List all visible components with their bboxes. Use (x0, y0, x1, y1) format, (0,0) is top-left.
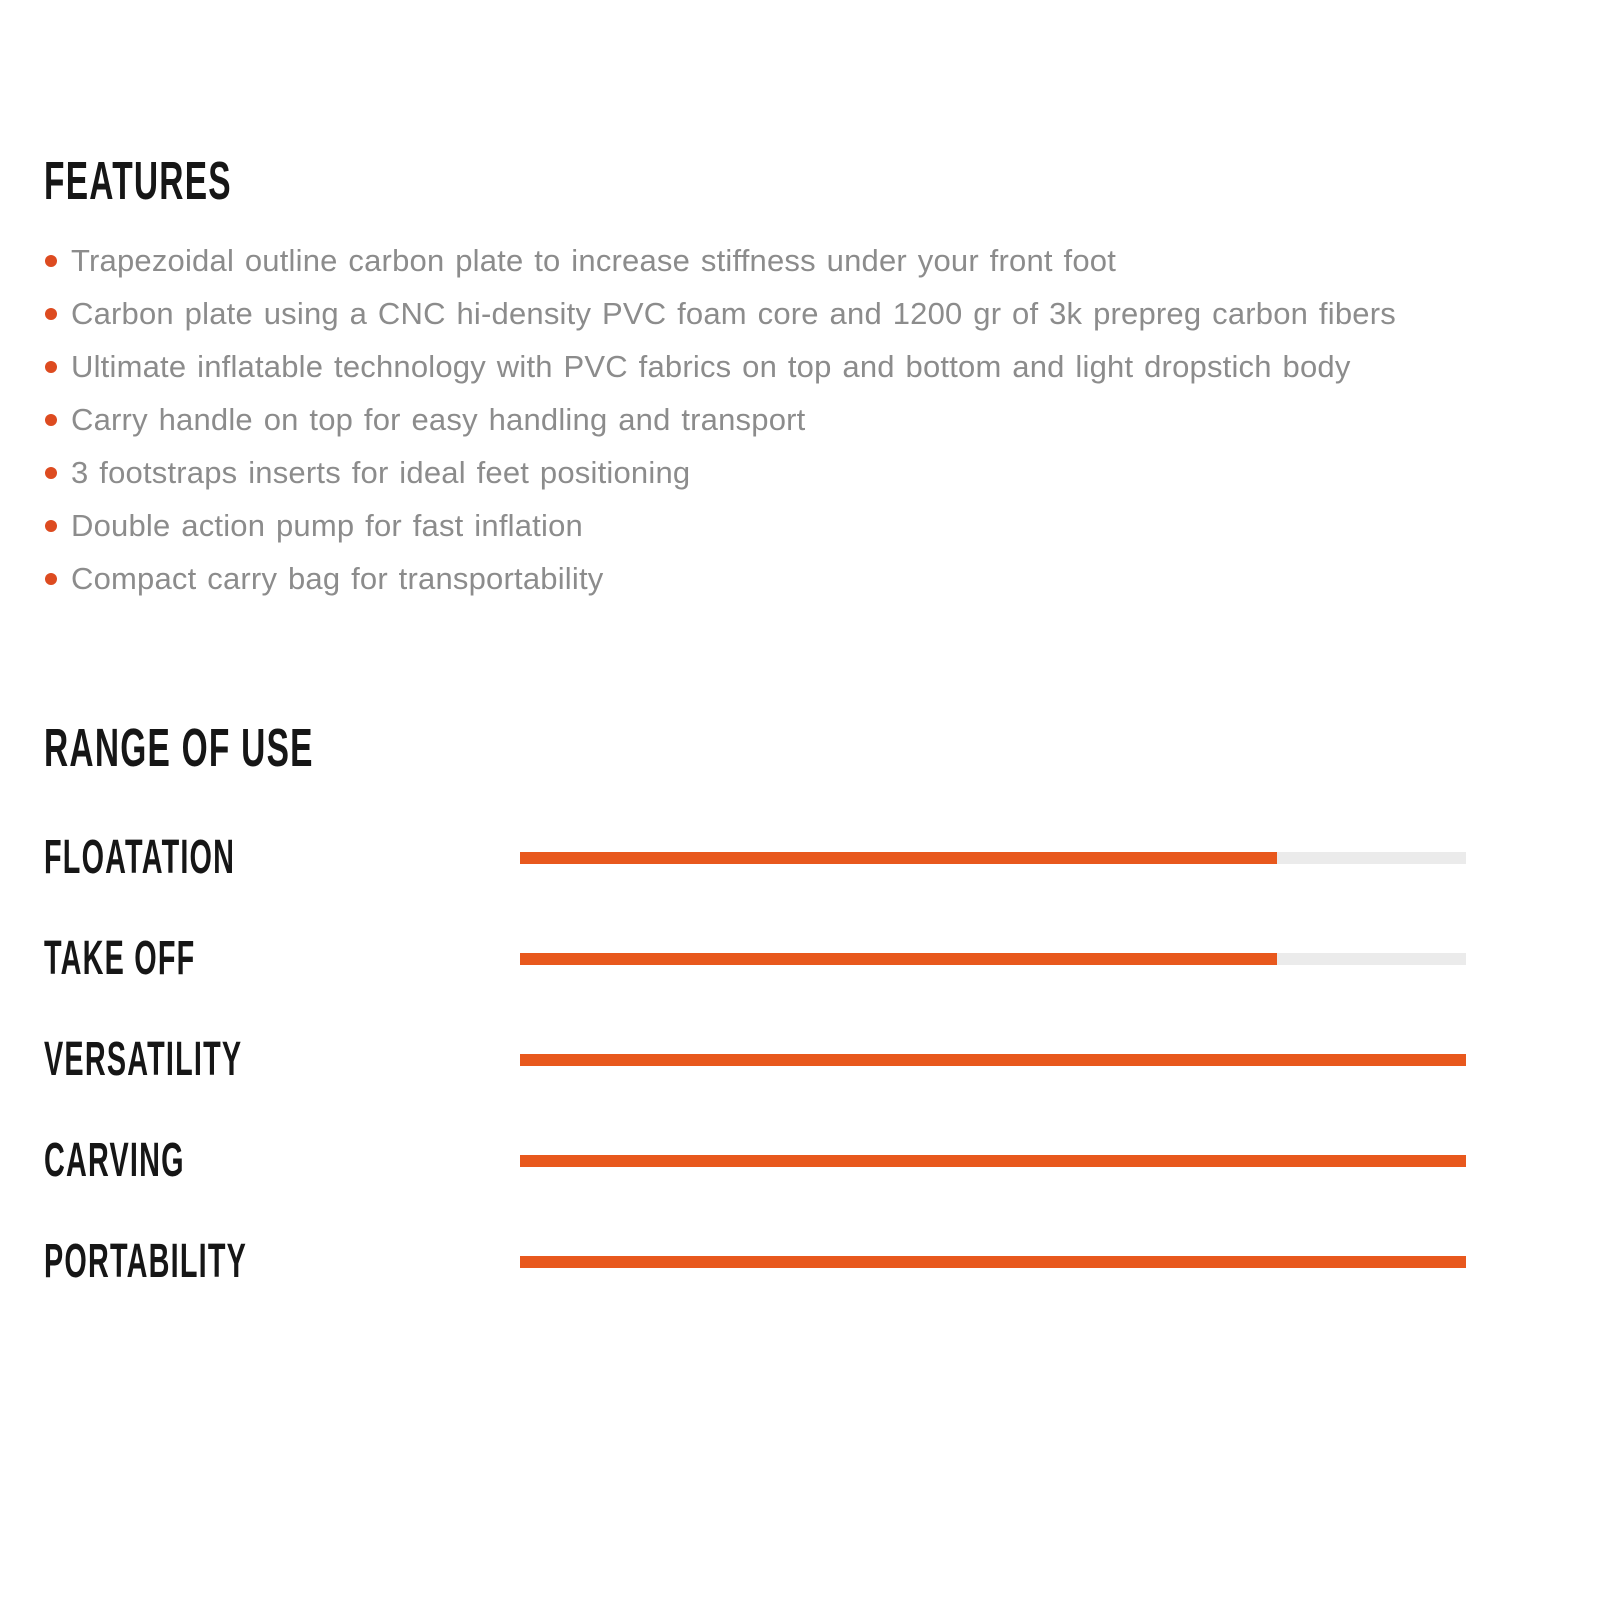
features-heading (44, 150, 1556, 212)
rating-row-versatility (44, 1009, 1556, 1110)
rating-row-take-off (44, 908, 1556, 1009)
rating-label-box (44, 1133, 520, 1187)
feature-text: Carry handle on top for easy handling and transport (71, 402, 806, 437)
feature-item (44, 287, 1556, 340)
feature-item (44, 552, 1556, 605)
bullet-icon (45, 573, 57, 585)
range-of-use-heading (44, 717, 1556, 779)
rating-bar-track (520, 1256, 1466, 1268)
rating-bar-fill (520, 1054, 1466, 1066)
rating-label-box (44, 830, 520, 884)
rating-label: VERSATILITY (44, 1032, 243, 1086)
bullet-icon (45, 467, 57, 479)
rating-row-portability (44, 1211, 1556, 1312)
rating-bar-track (520, 1054, 1466, 1066)
feature-item (44, 340, 1556, 393)
rating-bar-track (520, 1155, 1466, 1167)
bullet-icon (45, 520, 57, 532)
feature-text: Ultimate inflatable technology with PVC fabrics on top and bottom and light dropstich body (71, 349, 1351, 384)
rating-row-floatation (44, 807, 1556, 908)
feature-text: Compact carry bag for transportability (71, 561, 604, 596)
rating-bar-track (520, 953, 1466, 965)
bullet-icon (45, 361, 57, 373)
features-heading-text: FEATURES (44, 151, 232, 211)
feature-item (44, 234, 1556, 287)
bullet-icon (45, 414, 57, 426)
feature-text: Carbon plate using a CNC hi-density PVC foam core and 1200 gr of 3k prepreg carbon fibers (71, 296, 1396, 331)
rating-label: FLOATATION (44, 830, 236, 884)
rating-bar-track (520, 852, 1466, 864)
rating-label-box (44, 1234, 520, 1288)
range-of-use-heading-text: RANGE OF USE (44, 718, 314, 778)
rating-row-carving (44, 1110, 1556, 1211)
features-list (44, 234, 1556, 605)
feature-text: Double action pump for fast inflation (71, 508, 583, 543)
bullet-icon (45, 308, 57, 320)
feature-text: Trapezoidal outline carbon plate to increase stiffness under your front foot (71, 243, 1117, 278)
rating-label: TAKE OFF (44, 931, 196, 985)
rating-bar-fill (520, 1155, 1466, 1167)
range-of-use-list (44, 807, 1556, 1312)
rating-label-box (44, 931, 520, 985)
rating-label-box (44, 1032, 520, 1086)
rating-label: CARVING (44, 1133, 185, 1187)
rating-bar-fill (520, 953, 1277, 965)
rating-bar-fill (520, 1256, 1466, 1268)
rating-label: PORTABILITY (44, 1234, 248, 1288)
feature-item (44, 446, 1556, 499)
feature-text: 3 footstraps inserts for ideal feet positioning (71, 455, 691, 490)
bullet-icon (45, 255, 57, 267)
feature-item (44, 499, 1556, 552)
rating-bar-fill (520, 852, 1277, 864)
feature-item (44, 393, 1556, 446)
